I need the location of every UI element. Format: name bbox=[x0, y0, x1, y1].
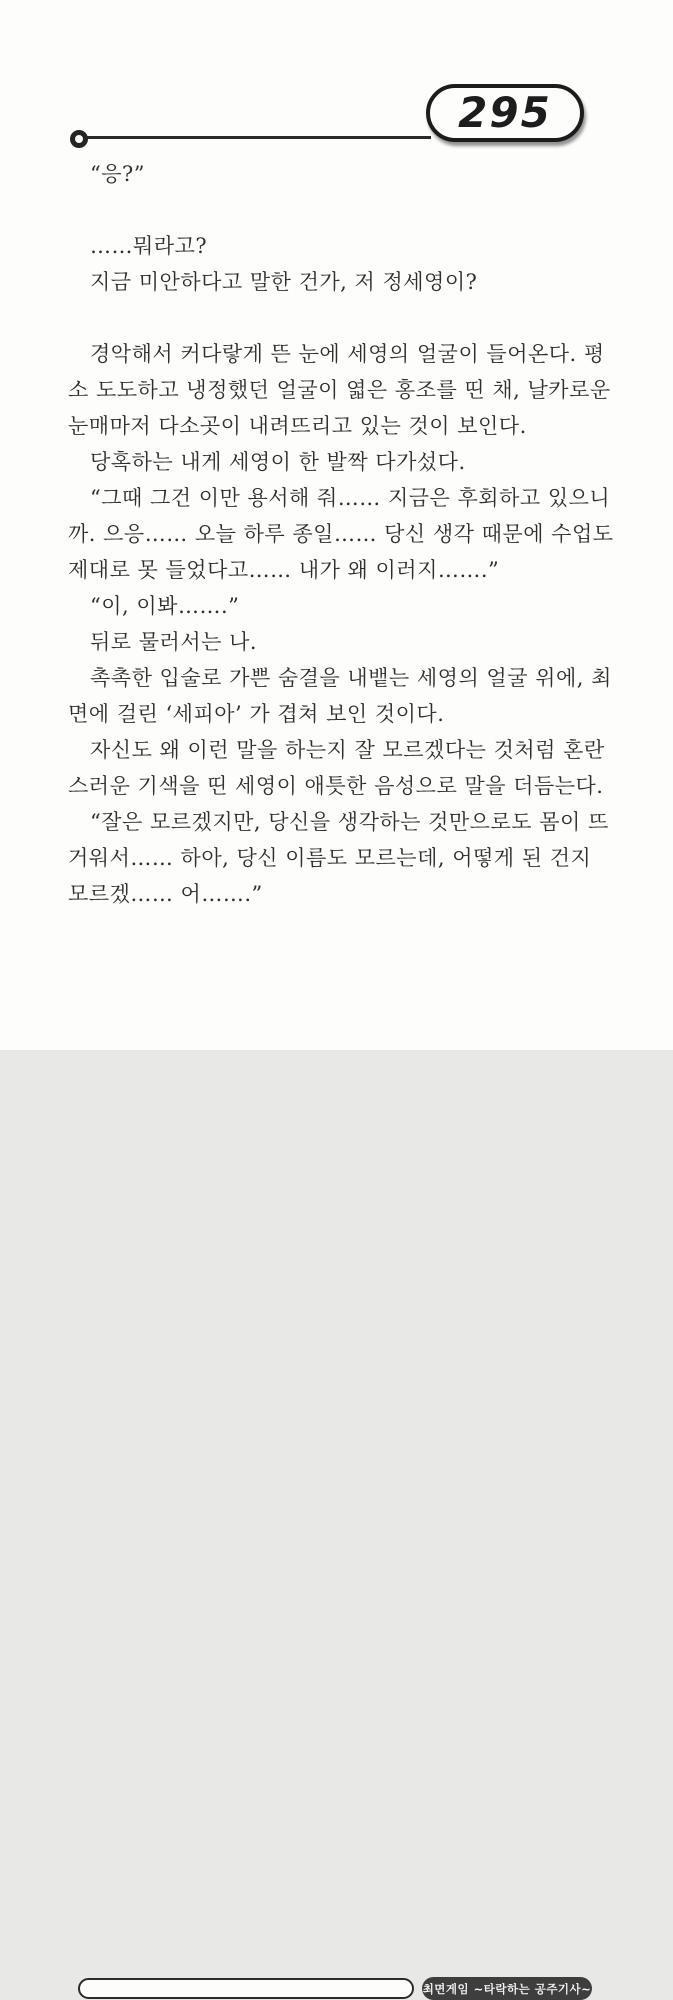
footer-rule-pill bbox=[78, 1978, 414, 1999]
book-title: 최면게임 ~타락하는 공주기사~ bbox=[422, 1981, 592, 1996]
text-line: 촉촉한 입술로 가쁜 숨결을 내뱉는 세영의 얼굴 위에, 최 bbox=[90, 666, 612, 690]
text-line: 눈매마저 다소곳이 내려뜨리고 있는 것이 보인다. bbox=[68, 414, 527, 438]
page-number-badge bbox=[426, 84, 584, 142]
text-line: “응?” bbox=[90, 162, 146, 186]
page-footer bbox=[0, 990, 673, 1996]
text-line: 뒤로 물러서는 나. bbox=[90, 630, 258, 654]
text-line: 경악해서 커다랗게 뜬 눈에 세영의 얼굴이 들어온다. 평 bbox=[90, 342, 605, 366]
page-number: 295 bbox=[458, 87, 552, 137]
text-line: 제대로 못 들었다고…… 내가 왜 이러지…….” bbox=[68, 558, 500, 582]
text-line bbox=[68, 300, 608, 336]
text-line: 스러운 기색을 띤 세영이 애틋한 음성으로 말을 더듬는다. bbox=[68, 774, 604, 798]
text-line: “그때 그건 이만 용서해 줘…… 지금은 후회하고 있으니 bbox=[90, 486, 611, 510]
text-line: “이, 이봐…….” bbox=[90, 594, 240, 618]
text-line bbox=[68, 192, 608, 228]
header-rule bbox=[86, 136, 431, 139]
text-line: 거워서…… 하아, 당신 이름도 모르는데, 어떻게 된 건지 bbox=[68, 846, 592, 870]
body-text bbox=[68, 156, 614, 912]
text-line: 자신도 왜 이런 말을 하는지 잘 모르겠다는 것처럼 혼란 bbox=[90, 738, 605, 762]
book-title-badge bbox=[422, 1977, 592, 2000]
text-line: 당혹하는 내게 세영이 한 발짝 다가섰다. bbox=[90, 450, 466, 474]
text-line: 면에 걸린 ‘세피아’ 가 겹쳐 보인 것이다. bbox=[68, 702, 445, 726]
text-line: 지금 미안하다고 말한 건가, 저 정세영이? bbox=[90, 270, 478, 294]
text-line: 소 도도하고 냉정했던 얼굴이 엷은 홍조를 띤 채, 날카로운 bbox=[68, 378, 611, 402]
ring-ornament-icon bbox=[70, 130, 88, 148]
page-header bbox=[0, 0, 673, 150]
text-line: ……뭐라고? bbox=[90, 234, 208, 258]
text-line: 모르겠…… 어…….” bbox=[68, 882, 263, 906]
text-line: 까. 으응…… 오늘 하루 종일…… 당신 생각 때문에 수업도 bbox=[68, 522, 614, 546]
text-line: “잘은 모르겠지만, 당신을 생각하는 것만으로도 몸이 뜨 bbox=[90, 810, 609, 834]
